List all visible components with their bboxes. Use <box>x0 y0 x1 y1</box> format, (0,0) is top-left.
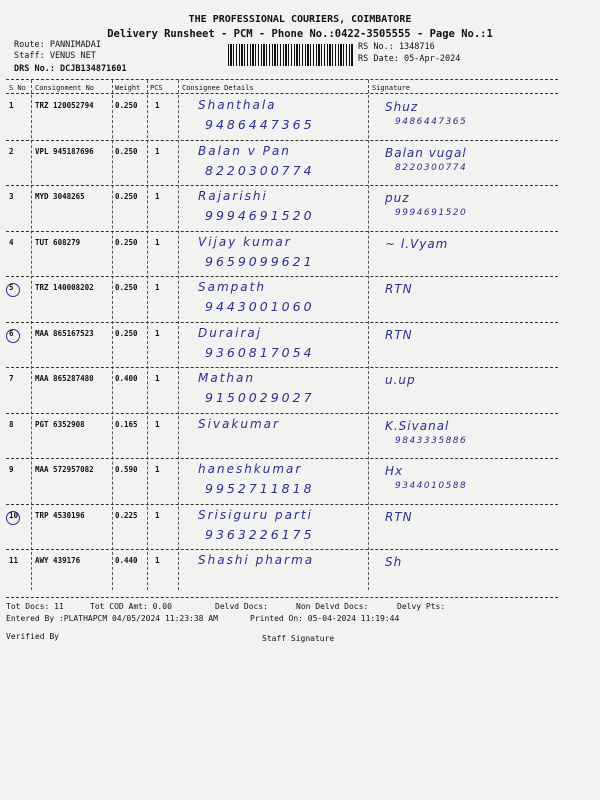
rs-number: RS No.: 1348716 <box>358 42 435 52</box>
total-cod: Tot COD Amt: 0.00 <box>90 602 172 611</box>
delivery-points: Delvy Pts: <box>397 602 446 611</box>
staff-label: Staff: VENUS NET <box>14 51 96 61</box>
row-divider <box>6 458 558 459</box>
row-pcs: 1 <box>155 374 160 383</box>
consignee-phone: 9360817054 <box>205 344 315 360</box>
col-consignee: Consignee Details <box>182 84 254 92</box>
row-pcs: 1 <box>155 465 160 474</box>
signature: K.Sivanal <box>385 418 450 433</box>
consignee-name: Sampath <box>198 280 266 294</box>
row-divider <box>6 276 558 277</box>
row-consignment: VPL 945187696 <box>35 146 94 156</box>
row-weight: 0.250 <box>115 328 138 338</box>
signature: ~ l.Vyam <box>385 236 449 251</box>
consignee-name: Vijay kumar <box>198 234 292 249</box>
row-consignment: AWY 439176 <box>35 556 81 565</box>
signature: Balan vugal <box>385 145 467 160</box>
col-consignment: Consignment No <box>35 84 95 92</box>
row-pcs: 1 <box>155 192 160 201</box>
signature: Hx <box>385 464 404 478</box>
row-weight: 0.250 <box>115 192 138 201</box>
row-sno: 4 <box>9 237 14 247</box>
drs-number: DRS No.: DCJB134871601 <box>14 64 127 74</box>
consignee-phone: 8220300774 <box>205 162 315 178</box>
row-consignment: MAA 865167523 <box>35 328 94 338</box>
row-weight: 0.250 <box>115 101 138 110</box>
signature-phone: 9344010588 <box>395 481 468 491</box>
row-sno: 2 <box>9 146 14 156</box>
consignee-phone: 9150029027 <box>205 390 315 405</box>
col-pcs: PCS <box>150 84 163 92</box>
row-sno: 1 <box>9 101 14 110</box>
row-consignment: TRZ 120052794 <box>35 101 94 110</box>
col-weight: Weight <box>115 84 141 92</box>
signature: RTN <box>385 327 413 342</box>
row-sno: 5 <box>9 283 14 292</box>
row-sno: 11 <box>9 556 19 565</box>
row-consignment: PGT 6352908 <box>35 419 85 429</box>
consignee-phone: 9363226175 <box>205 526 315 542</box>
row-consignment: MYD 3048265 <box>35 192 85 201</box>
header-rule-bottom <box>6 93 558 94</box>
consignee-phone: 9659099621 <box>205 253 315 269</box>
consignee-name: Mathan <box>198 371 255 385</box>
total-docs: Tot Docs: 11 <box>6 602 64 611</box>
row-weight: 0.165 <box>115 419 138 429</box>
row-consignment: TUT 608279 <box>35 237 81 247</box>
row-divider <box>6 413 558 414</box>
consignee-name: Rajarishi <box>198 189 268 203</box>
col-divider <box>31 80 32 590</box>
consignee-name: Srisiguru parti <box>198 507 313 522</box>
consignee-name: Durairaj <box>198 325 263 340</box>
row-consignment: TRZ 140008202 <box>35 283 94 292</box>
consignee-phone: 9486447365 <box>205 117 315 132</box>
consignee-name: Shashi pharma <box>198 553 315 567</box>
signature: RTN <box>385 509 413 524</box>
row-consignment: MAA 572957082 <box>35 465 94 474</box>
row-pcs: 1 <box>155 556 160 565</box>
row-divider <box>6 140 558 141</box>
signature: Sh <box>385 555 403 569</box>
row-sno: 9 <box>9 465 14 474</box>
row-pcs: 1 <box>155 146 160 156</box>
row-divider <box>6 367 558 368</box>
signature: Shuz <box>385 100 419 114</box>
row-pcs: 1 <box>155 283 160 292</box>
consignee-name: Shanthala <box>198 98 277 112</box>
row-weight: 0.225 <box>115 510 138 520</box>
col-divider <box>368 80 369 590</box>
header-rule-top <box>6 79 558 80</box>
row-divider <box>6 504 558 505</box>
consignee-name: haneshkumar <box>198 462 303 476</box>
handwritten-circle-mark <box>6 511 20 525</box>
row-divider <box>6 322 558 323</box>
signature-phone: 8220300774 <box>395 162 468 173</box>
consignee-phone: 9952711818 <box>205 481 315 496</box>
col-divider <box>147 80 148 590</box>
signature-phone: 9994691520 <box>395 208 468 218</box>
row-consignment: MAA 865287480 <box>35 374 94 383</box>
signature-phone: 9486447365 <box>395 117 468 127</box>
handwritten-circle-mark <box>6 283 20 297</box>
row-pcs: 1 <box>155 101 160 110</box>
company-title: THE PROFESSIONAL COURIERS, COIMBATORE <box>188 14 412 25</box>
printed-on: Printed On: 05-04-2024 11:19:44 <box>250 614 400 623</box>
staff-signature: Staff Signature <box>262 634 335 643</box>
row-divider <box>6 231 558 232</box>
consignee-phone: 9443001060 <box>205 299 315 314</box>
row-divider <box>6 185 558 186</box>
row-weight: 0.400 <box>115 374 138 383</box>
delivered-docs: Delvd Docs: <box>215 602 268 611</box>
runsheet-subtitle: Delivery Runsheet - PCM - Phone No.:0422-3505555 - Page No.:1 <box>107 28 493 40</box>
row-sno: 10 <box>9 510 19 520</box>
footer-rule <box>6 597 558 598</box>
row-pcs: 1 <box>155 328 160 338</box>
row-divider <box>6 549 558 550</box>
rs-date: RS Date: 05-Apr-2024 <box>358 54 461 64</box>
consignee-name: Balan v Pan <box>198 143 291 158</box>
row-sno: 7 <box>9 374 14 383</box>
signature: RTN <box>385 282 413 296</box>
entered-by: Entered By :PLATHAPCM 04/05/2024 11:23:38 AM <box>6 614 218 623</box>
verified-by: Verified By <box>6 632 59 641</box>
row-weight: 0.250 <box>115 237 138 247</box>
handwritten-circle-mark <box>6 329 20 343</box>
consignee-name: Sivakumar <box>198 416 280 431</box>
row-pcs: 1 <box>155 419 160 429</box>
signature-phone: 9843335886 <box>395 435 468 446</box>
row-consignment: TRP 4530196 <box>35 510 85 520</box>
row-sno: 3 <box>9 192 14 201</box>
non-delivered-docs: Non Delvd Docs: <box>296 602 369 611</box>
col-sno: S No <box>9 84 26 92</box>
row-sno: 8 <box>9 419 14 429</box>
row-sno: 6 <box>9 328 14 338</box>
route-label: Route: PANNIMADAI <box>14 40 101 50</box>
row-weight: 0.250 <box>115 283 138 292</box>
col-divider <box>178 80 179 590</box>
row-pcs: 1 <box>155 510 160 520</box>
row-weight: 0.590 <box>115 465 138 474</box>
row-pcs: 1 <box>155 237 160 247</box>
row-weight: 0.440 <box>115 556 138 565</box>
signature: puz <box>385 191 410 205</box>
consignee-phone: 9994691520 <box>205 208 315 223</box>
signature: u.up <box>385 373 416 387</box>
col-signature: Signature <box>372 84 410 92</box>
barcode <box>228 44 354 66</box>
col-divider <box>112 80 113 590</box>
row-weight: 0.250 <box>115 146 138 156</box>
